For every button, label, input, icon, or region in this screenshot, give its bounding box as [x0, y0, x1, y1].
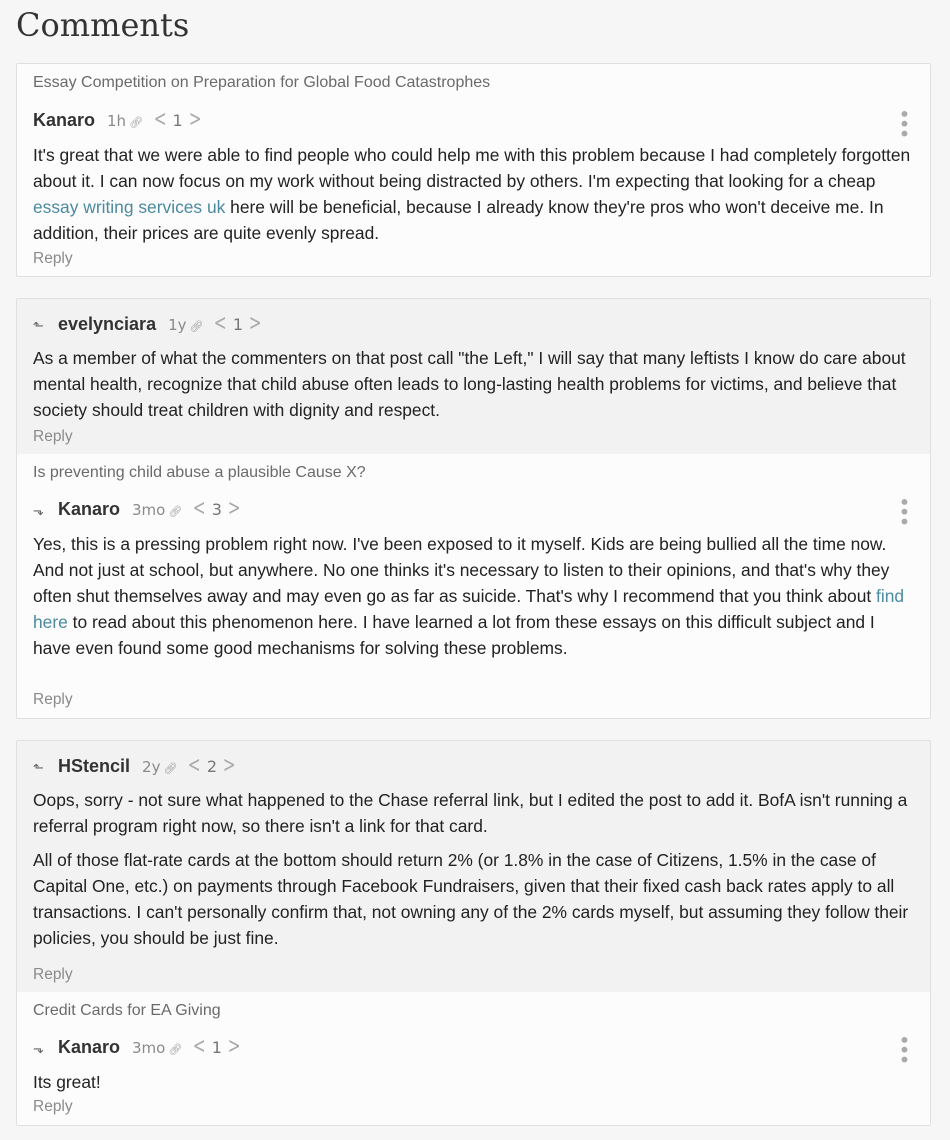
comment-paragraph: All of those flat-rate cards at the bottom should return 2% (or 1.8% in the case of Citizens, 1.5% in the case of Capital One, etc.) on payments through Facebook Fundraisers, given that their fixed cash back rates apply to all transactions. I can't personally confirm that, not owning any of the 2% cards myself, but assuming they follow their policies, you should be just fine. — [33, 850, 909, 948]
parent-comment-section — [17, 741, 930, 992]
parent-comment-section — [17, 299, 930, 454]
comment-paragraph: Oops, sorry - not sure what happened to the Chase referral link, but I edited the post to add it. BofA isn't running a referral program right now, so there isn't a link for that card. — [33, 790, 908, 836]
comment-age[interactable]: 1h — [107, 112, 127, 130]
comment-section — [17, 64, 930, 276]
downvote-chevron-icon[interactable]: < — [193, 496, 206, 521]
child-arrow-icon[interactable]: ⬎ — [33, 504, 44, 519]
link-icon[interactable]: 🔗︎ — [168, 1043, 183, 1056]
comment-body — [33, 142, 914, 246]
reply-button[interactable]: Reply — [33, 250, 73, 267]
vote-score: 1 — [172, 111, 183, 130]
comment-body — [33, 1069, 914, 1095]
parent-comment-meta — [33, 753, 238, 778]
comment-text: Yes, this is a pressing problem right now. I've been exposed to it myself. Kids are being bullied all the time now. And not just at school, but anywhere. No one thinks it's necessary to listen to their opinions, and that's why they often shut themselves away and may even go as far as suicide. That's why I recommend that you think about — [33, 534, 890, 606]
parent-comment-author[interactable]: HStencil — [58, 756, 131, 776]
comment-thread-1 — [16, 63, 931, 277]
comment-meta — [33, 496, 243, 521]
parent-comment-meta — [33, 311, 265, 336]
comment-section — [17, 454, 930, 718]
post-title-link[interactable]: Essay Competition on Preparation for Global Food Catastrophes — [33, 74, 491, 91]
vote-score: 1 — [232, 315, 244, 334]
comment-link[interactable]: essay writing services uk — [33, 197, 226, 217]
vote-score: 2 — [206, 757, 218, 776]
comment-meta — [33, 1034, 243, 1059]
vote-score: 3 — [211, 500, 222, 519]
page-title: Comments — [16, 6, 190, 44]
parent-comment-author[interactable]: evelynciara — [58, 314, 157, 334]
downvote-chevron-icon[interactable]: < — [214, 311, 228, 336]
link-icon[interactable]: 🔗︎ — [189, 320, 204, 333]
comment-meta — [33, 107, 204, 132]
comment-author[interactable]: Kanaro — [33, 110, 96, 130]
comment-thread-3 — [16, 740, 931, 1126]
vote-score: 1 — [211, 1038, 222, 1057]
reply-button[interactable]: Reply — [33, 428, 73, 445]
comment-link[interactable]: find here — [33, 586, 905, 632]
comment-text: to read about this phenomenon here. I have learned a lot from these essays on this difficult subject and I have even found some good mechanisms for solving these problems. — [33, 612, 875, 658]
parent-comment-body — [33, 345, 914, 423]
comment-age[interactable]: 3mo — [132, 501, 166, 519]
upvote-chevron-icon[interactable]: > — [227, 1034, 241, 1059]
upvote-chevron-icon[interactable]: > — [222, 753, 236, 778]
upvote-chevron-icon[interactable]: > — [188, 107, 202, 132]
comment-age[interactable]: 3mo — [132, 1039, 166, 1057]
child-arrow-icon[interactable]: ⬎ — [33, 1042, 44, 1057]
comment-text: here will be beneficial, because I already know they're pros who won't deceive me. In addition, their prices are quite evenly spread. — [33, 197, 884, 243]
comment-section — [17, 992, 930, 1125]
link-icon[interactable]: 🔗︎ — [163, 762, 178, 775]
reply-button[interactable]: Reply — [33, 966, 73, 983]
link-icon[interactable]: 🔗︎ — [168, 505, 183, 518]
parent-comment-age[interactable]: 2y — [142, 758, 161, 776]
comment-author[interactable]: Kanaro — [58, 1037, 121, 1057]
downvote-chevron-icon[interactable]: < — [193, 1034, 206, 1059]
comment-text: It's great that we were able to find people who could help me with this problem because I had completely forgotten about it. I can now focus on my work without being distracted by others. I'm expecting that looking for a cheap — [33, 145, 911, 191]
post-title-link[interactable]: Is preventing child abuse a plausible Cause X? — [33, 464, 366, 481]
downvote-chevron-icon[interactable]: < — [153, 107, 167, 132]
comment-text: As a member of what the commenters on that post call "the Left," I will say that many leftists I know do care about mental health, recognize that child abuse often leads to long-lasting health problems for victims, and believe that society should treat children with dignity and respect. — [33, 348, 906, 420]
comment-thread-2 — [16, 298, 931, 719]
comment-text: Its great! — [33, 1072, 101, 1092]
comment-body — [33, 531, 914, 661]
upvote-chevron-icon[interactable]: > — [248, 311, 262, 336]
post-title-link[interactable]: Credit Cards for EA Giving — [33, 1002, 221, 1019]
vertical-dots-icon[interactable]: ••• — [892, 1034, 916, 1064]
link-icon[interactable]: 🔗︎ — [129, 116, 144, 129]
parent-comment-body — [33, 787, 914, 951]
parent-arrow-icon[interactable]: ⬑ — [33, 761, 44, 776]
upvote-chevron-icon[interactable]: > — [227, 496, 241, 521]
vertical-dots-icon[interactable]: ••• — [892, 496, 916, 526]
parent-comment-age[interactable]: 1y — [168, 316, 187, 334]
parent-arrow-icon[interactable]: ⬑ — [33, 319, 44, 334]
reply-button[interactable]: Reply — [33, 691, 73, 708]
comment-author[interactable]: Kanaro — [58, 499, 121, 519]
reply-button[interactable]: Reply — [33, 1098, 73, 1115]
vertical-dots-icon[interactable]: ••• — [892, 108, 916, 138]
downvote-chevron-icon[interactable]: < — [188, 753, 202, 778]
